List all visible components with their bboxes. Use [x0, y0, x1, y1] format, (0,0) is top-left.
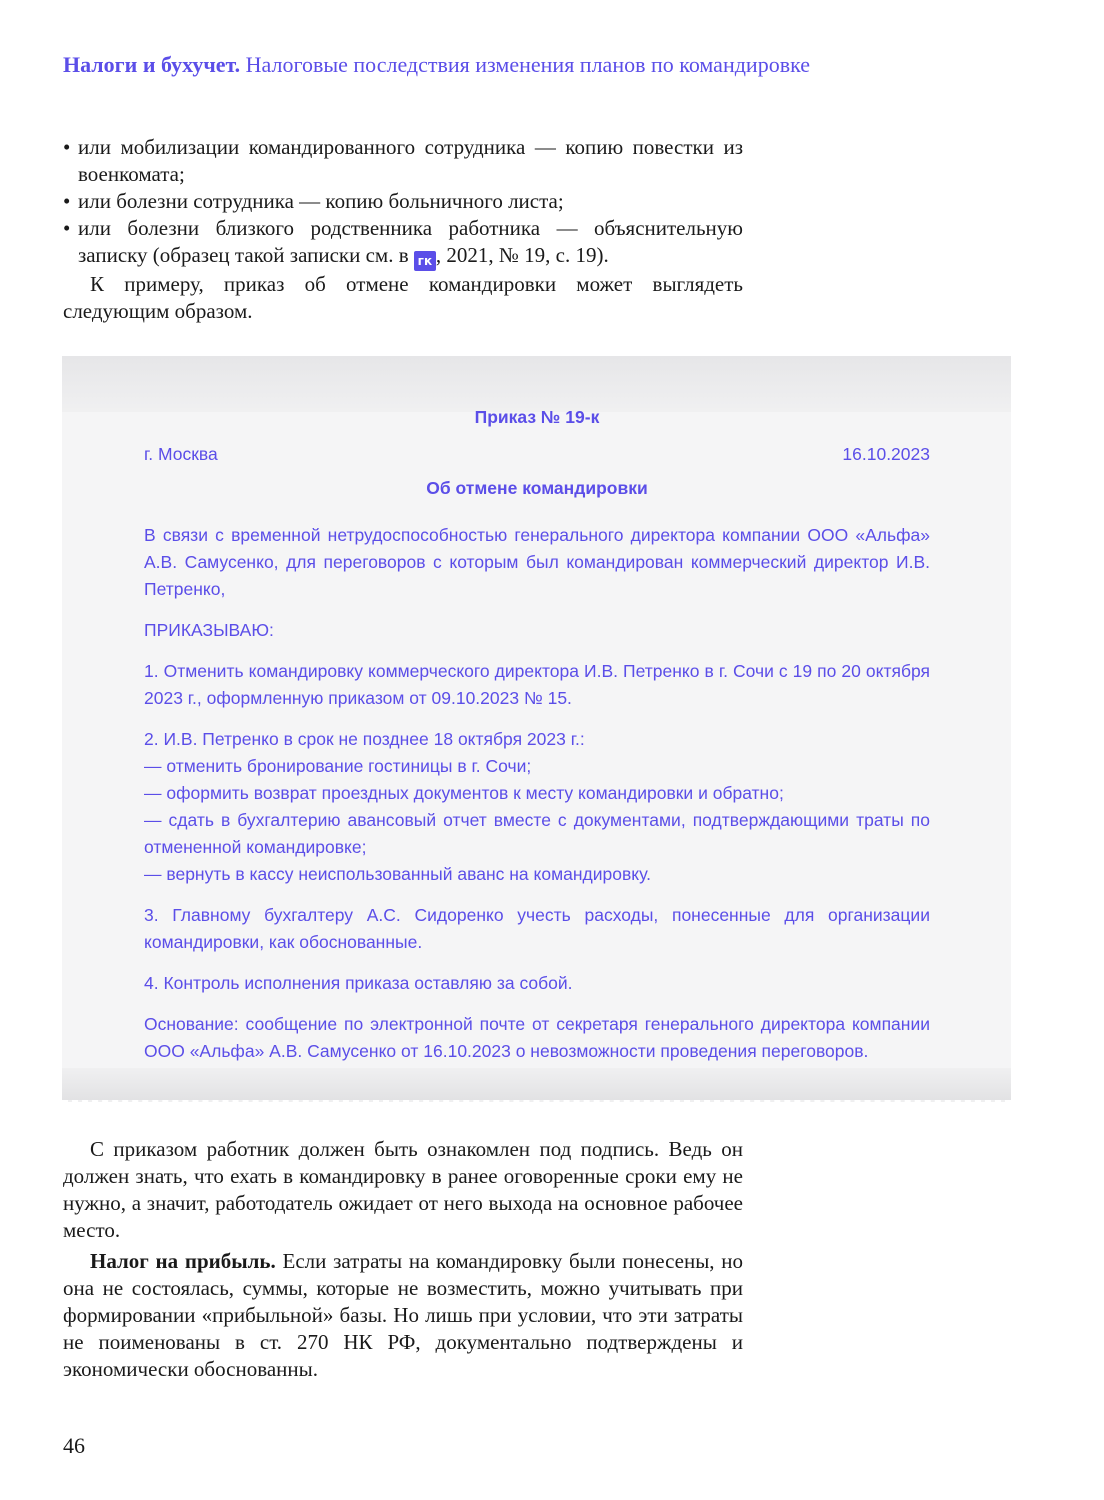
order-item-3: 3. Главному бухгалтеру А.С. Сидоренко учесть расходы, понесенные для организации командировки, как обоснованные. — [144, 905, 930, 952]
running-header — [63, 52, 1053, 78]
order-place-date — [144, 441, 930, 468]
order-item-1: 1. Отменить командировку коммерческого директора И.В. Петренко в г. Сочи с 19 по 20 октября 2023 г., оформленную приказом от 09.10.2023 № 15. — [144, 661, 930, 708]
order-item-2 — [144, 726, 930, 888]
header-title: Налоговые последствия изменения планов по командировке — [245, 52, 810, 77]
order-item-4: 4. Контроль исполнения приказа оставляю за собой. — [144, 973, 573, 993]
page-number: 46 — [63, 1433, 85, 1458]
order-document — [62, 356, 1011, 1102]
bullet-item: • или мобилизации командированного сотрудника — копию повестки из военкомата; — [63, 134, 743, 188]
order-basis: Основание: сообщение по электронной почте от секретаря генерального директора компании ООО «Альфа» А.В. Самусенко от 16.10.2023 о невозможности проведения переговоров. — [144, 1014, 930, 1061]
order-title: Приказ № 19-к — [474, 407, 600, 427]
paragraph-acknowledgement: С приказом работник должен быть ознакомлен под подпись. Ведь он должен знать, что ехать в командировку в ранее оговоренные сроки ему не нужно, а значит, работодатель ожидает от него выхода на основное рабочее место. — [63, 1137, 743, 1242]
header-section: Налоги и бухучет. — [63, 52, 241, 77]
bullet-item: • или болезни сотрудника — копию больничного листа; — [63, 188, 743, 215]
order-preamble: В связи с временной нетрудоспособностью генерального директора компании ООО «Альфа» А.В. Самусенко, для переговоров с которым был командирован коммерческий директор И.В. Петренко, — [144, 525, 930, 599]
intro-paragraph: К примеру, приказ об отмене командировки может выглядеть следующим образом. — [63, 272, 743, 323]
order-item-2-line: — оформить возврат проездных документов к месту командировки и обратно; — [144, 783, 784, 803]
intro-block — [63, 134, 743, 325]
order-item-2-line: — сдать в бухгалтерию авансовый отчет вместе с документами, подтверждающими траты по отмененной командировке; — [144, 810, 930, 857]
paragraph-profit-tax-text: Если затраты на командировку были понесены, но она не состоялась, суммы, которые не возместить, можно учитывать при формировании «прибыльной» базы. Но лишь при условии, что эти затраты не поименованы в ст. 270 НК РФ, документально подтверждены и экономически обоснованны. — [63, 1249, 744, 1381]
order-item-2-head: 2. И.В. Петренко в срок не позднее 18 октября 2023 г.: — [144, 729, 585, 749]
body-text — [63, 1136, 743, 1383]
bullet-text-reference: , 2021, № 19, с. 19). — [435, 243, 609, 267]
subheading-profit-tax: Налог на прибыль. — [90, 1249, 276, 1273]
order-item-2-line: — отменить бронирование гостиницы в г. Сочи; — [144, 756, 532, 776]
gk-logo-icon[interactable]: гк — [414, 251, 436, 271]
order-subject: Об отмене командировки — [426, 478, 648, 498]
document-bottom-shade — [62, 1068, 1011, 1102]
order-date: 16.10.2023 — [842, 444, 930, 464]
order-city: г. Москва — [144, 444, 218, 464]
paragraph-profit-tax — [63, 1248, 743, 1383]
order-item-2-line: — вернуть в кассу неиспользованный аванс на командировку. — [144, 864, 651, 884]
bullet-text: или болезни близкого родственника работника — объяснительную записку (образец такой записки см. в — [78, 216, 743, 267]
bullet-item — [63, 215, 743, 271]
order-command: ПРИКАЗЫВАЮ: — [144, 620, 274, 640]
order-content — [144, 404, 930, 1065]
